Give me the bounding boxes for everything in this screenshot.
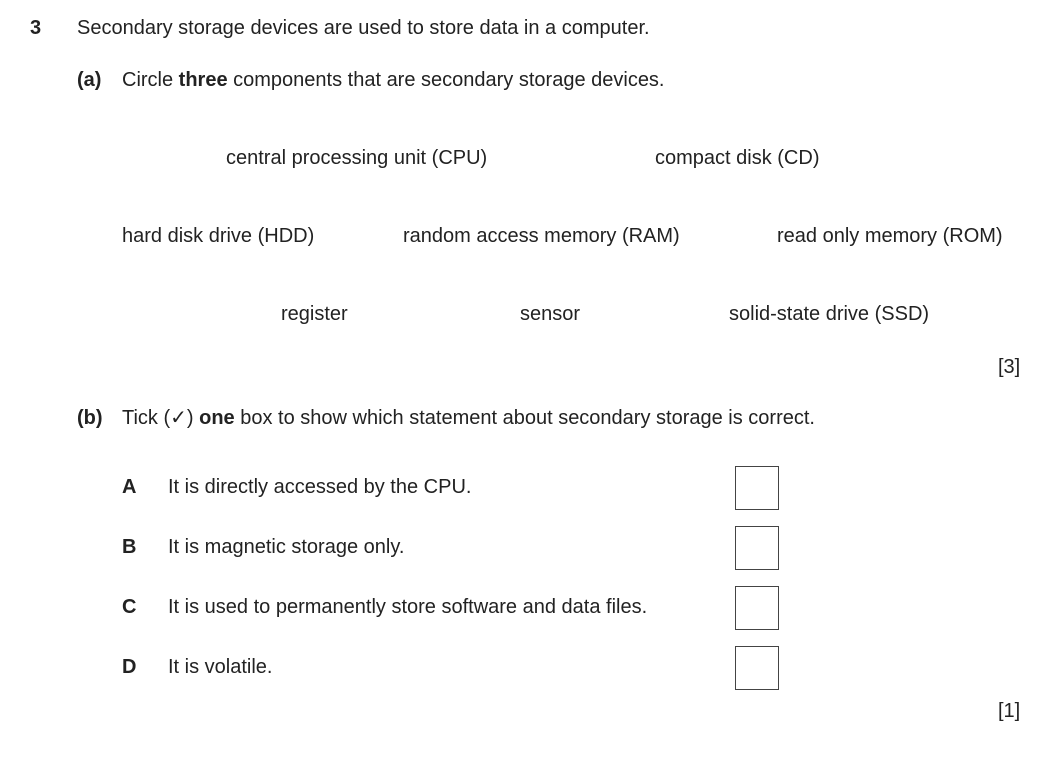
option-ssd[interactable]: solid-state drive (SSD) [729, 303, 930, 325]
part-a-label: (a) [77, 69, 102, 91]
part-b-label: (b) [77, 407, 103, 429]
statement-a-text: It is directly accessed by the CPU. [168, 476, 472, 498]
tick-box-d[interactable] [735, 646, 779, 690]
statement-a-letter: A [122, 476, 137, 498]
part-a-instruction: Circle three components that are secondary storage devices. [122, 69, 665, 91]
statement-b-letter: B [122, 536, 137, 558]
option-register[interactable]: register [281, 303, 348, 325]
option-sensor[interactable]: sensor [520, 303, 581, 325]
tick-box-a[interactable] [735, 466, 779, 510]
part-a-marks: [3] [998, 356, 1021, 378]
statement-c-letter: C [122, 596, 137, 618]
option-hdd[interactable]: hard disk drive (HDD) [122, 225, 315, 247]
question-stem: Secondary storage devices are used to store data in a computer. [77, 17, 650, 39]
part-b-instruction: Tick (✓) one box to show which statement about secondary storage is correct. [122, 407, 815, 429]
question-number: 3 [30, 17, 42, 39]
statement-d-letter: D [122, 656, 137, 678]
option-rom[interactable]: read only memory (ROM) [777, 225, 1003, 247]
option-ram[interactable]: random access memory (RAM) [403, 225, 680, 247]
tick-box-b[interactable] [735, 526, 779, 570]
statement-c-text: It is used to permanently store software and data files. [168, 596, 648, 618]
statement-b-text: It is magnetic storage only. [168, 536, 405, 558]
part-b-marks: [1] [998, 700, 1021, 722]
option-cpu[interactable]: central processing unit (CPU) [226, 147, 488, 169]
tick-box-c[interactable] [735, 586, 779, 630]
statement-d-text: It is volatile. [168, 656, 273, 678]
option-cd[interactable]: compact disk (CD) [655, 147, 820, 169]
